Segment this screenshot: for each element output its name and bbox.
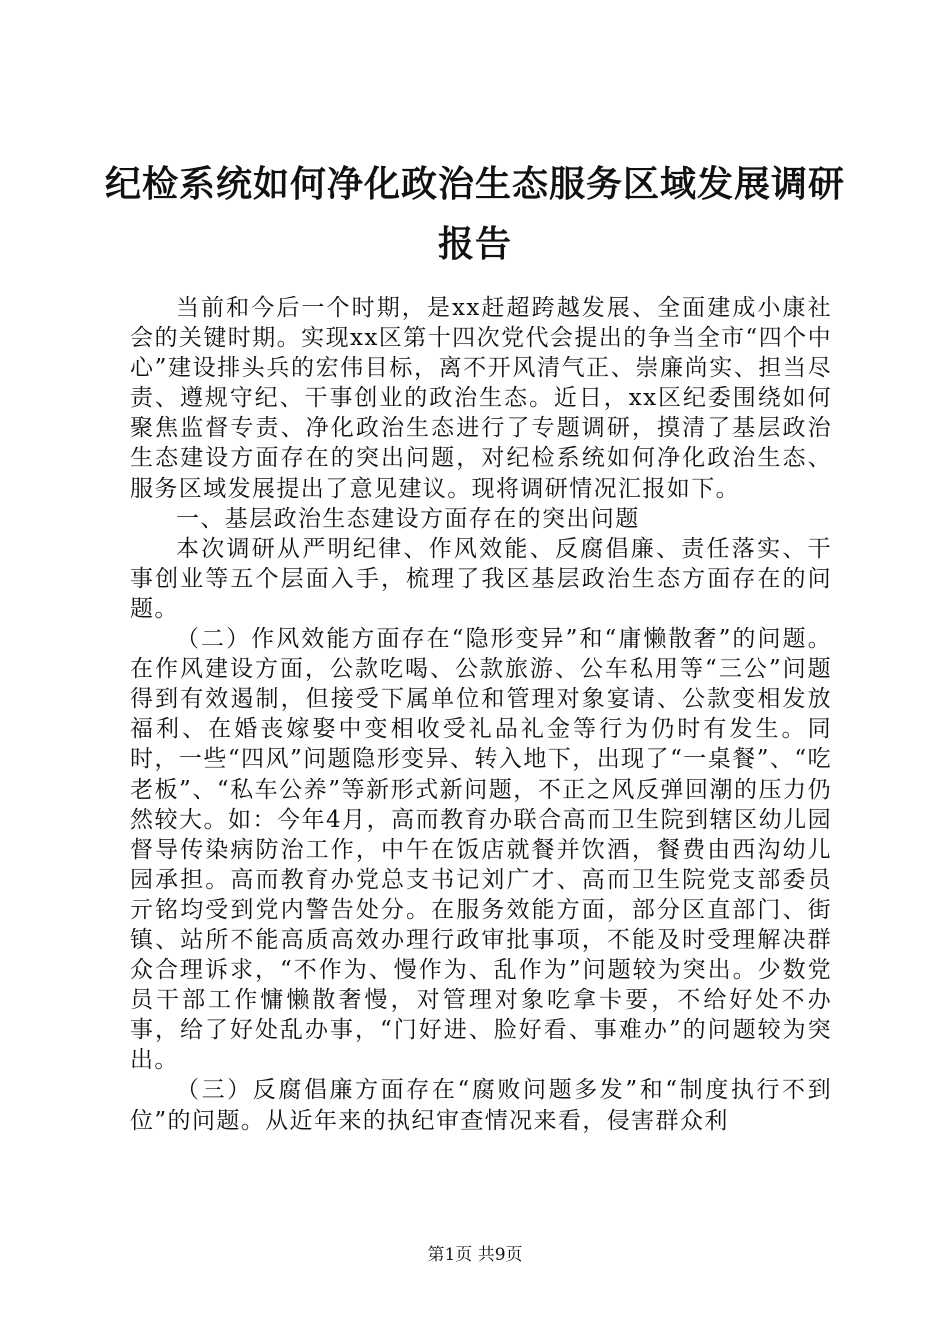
paragraph-section-3: （三）反腐倡廉方面存在“腐败问题多发”和“制度执行不到位”的问题。从近年来的执纪审查情况来看，侵害群众利 (130, 1077, 832, 1134)
paragraph-overview: 本次调研从严明纪律、作风效能、反腐倡廉、责任落实、干事创业等五个层面入手，梳理了我区基层政治生态方面存在的问题。 (130, 535, 832, 622)
document-body (130, 293, 832, 1136)
document-title-line2: 报告 (437, 224, 512, 265)
page-footer: 第1页 共9页 (427, 1245, 523, 1265)
paragraph-intro: 当前和今后一个时期，是xx赶超跨越发展、全面建成小康社会的关键时期。实现xx区第十四次党代会提出的争当全市“四个中心”建设排头兵的宏伟目标，离不开风清气正、崇廉尚实、担当尽责、遵规守纪、干事创业的政治生态。近日，xx区纪委围绕如何聚焦监督专责、净化政治生态进行了专题调研，摸清了基层政治生态建设方面存在的突出问题，对纪检系统如何净化政治生态、服务区域发展提出了意见建议。现将调研情况汇报如下。 (130, 295, 832, 502)
paragraph-section-2: （二）作风效能方面存在“隐形变异”和“庸懒散奢”的问题。在作风建设方面，公款吃喝、公款旅游、公车私用等“三公”问题得到有效遏制，但接受下属单位和管理对象宴请、公款变相发放福利、在婚丧嫁娶中变相收受礼品礼金等行为仍时有发生。同时，一些“四风”问题隐形变异、转入地下，出现了“一桌餐”、“吃老板”、“私车公养”等新形式新问题，不正之风反弹回潮的压力仍然较大。如：今年4月，高而教育办联合高而卫生院到辖区幼儿园督导传染病防治工作，中午在饭店就餐并饮酒，餐费由西沟幼儿园承担。高而教育办党总支书记刘广才、高而卫生院党支部委员亓铭均受到党内警告处分。在服务效能方面，部分区直部门、街镇、站所不能高质高效办理行政审批事项，不能及时受理解决群众合理诉求，“不作为、慢作为、乱作为”问题较为突出。少数党员干部工作慵懒散奢慢，对管理对象吃拿卡要，不给好处不办事，给了好处乱办事，“门好进、脸好看、事难办”的问题较为突出。 (130, 626, 832, 1074)
document-title-line1: 纪检系统如何净化政治生态服务区域发展调研 (104, 164, 845, 205)
section-heading-1: 一、基层政治生态建设方面存在的突出问题 (176, 505, 640, 532)
